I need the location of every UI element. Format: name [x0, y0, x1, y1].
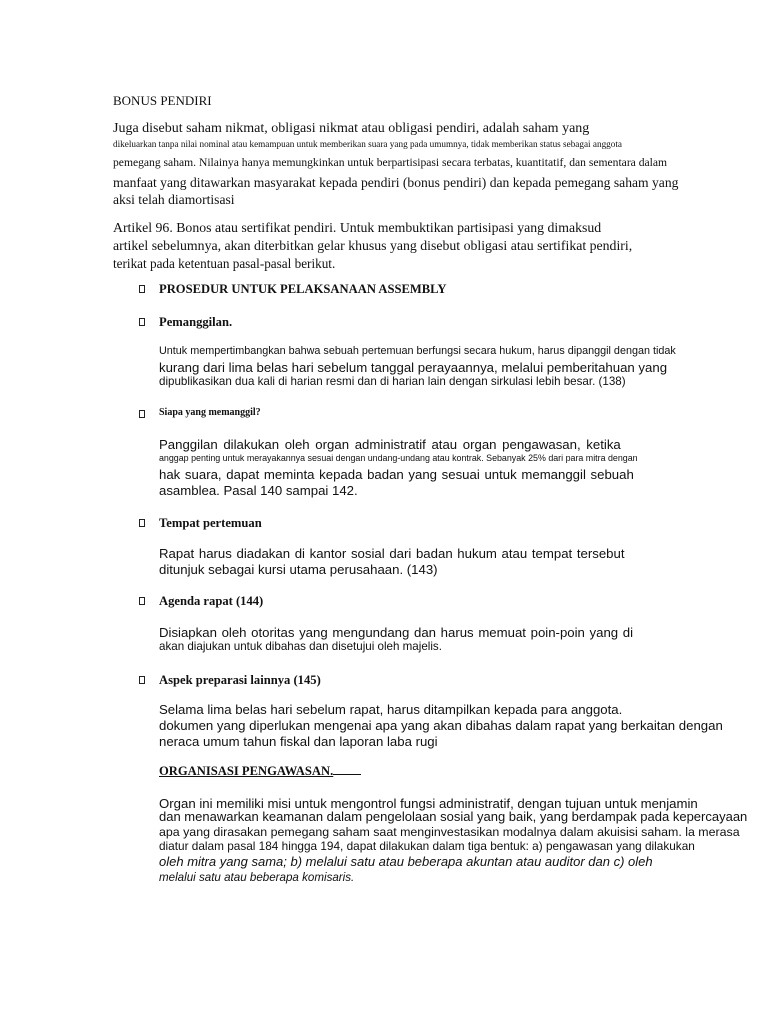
- para2-line: artikel sebelumnya, akan diterbitkan gelar khusus yang disebut obligasi atau sertifikat pendiri,: [113, 238, 633, 253]
- para1-line: pemegang saham. Nilainya hanya memungkinkan untuk berpartisipasi secara terbatas, kuantitatif, dan sementara dalam: [113, 156, 668, 169]
- section-line: Panggilan dilakukan oleh organ administratif atau organ pengawasan, ketika: [159, 437, 621, 452]
- section-line: kurang dari lima belas hari sebelum tanggal perayaannya, melalui pemberitahuan yang: [159, 360, 668, 375]
- bullet-icon: [139, 519, 145, 527]
- section-line: Selama lima belas hari sebelum rapat, harus ditampilkan kepada para anggota.: [159, 702, 623, 717]
- para2-line: terikat pada ketentuan pasal-pasal berikut.: [113, 256, 336, 271]
- bullet-icon: [139, 410, 145, 418]
- section-line: Disiapkan oleh otoritas yang mengundang dan harus memuat poin-poin yang di: [159, 625, 634, 640]
- org-heading-text: ORGANISASI PENGAWASAN.: [159, 764, 334, 778]
- org-line: dan menawarkan keamanan dalam pengelolaan sosial yang baik, yang berdampak pada kepercayaan: [159, 809, 748, 824]
- section-heading: Aspek preparasi lainnya (145): [159, 673, 321, 687]
- para1-line: aksi telah diamortisasi: [113, 192, 235, 207]
- section-heading: Tempat pertemuan: [159, 516, 262, 530]
- org-heading: [159, 764, 361, 778]
- section-line: akan diajukan untuk dibahas dan disetujui oleh majelis.: [159, 640, 442, 653]
- document-title: BONUS PENDIRI: [113, 93, 212, 108]
- org-line: apa yang dirasakan pemegang saham saat menginvestasikan modalnya dalam akuisisi saham. la merasa: [159, 825, 740, 839]
- para2-line: Artikel 96. Bonos atau sertifikat pendiri. Untuk membuktikan partisipasi yang dimaksud: [113, 220, 602, 235]
- para1-line: manfaat yang ditawarkan masyarakat kepada pendiri (bonus pendiri) dan kepada pemegang saham yang: [113, 175, 679, 190]
- org-line: oleh mitra yang sama; b) melalui satu atau beberapa akuntan atau auditor dan c) oleh: [159, 854, 653, 869]
- section-heading: Siapa yang memanggil?: [159, 407, 261, 418]
- section-heading: Agenda rapat (144): [159, 594, 264, 608]
- bullet-icon: [139, 676, 145, 684]
- section-line: ditunjuk sebagai kursi utama perusahaan. (143): [159, 562, 438, 577]
- section-line: hak suara, dapat meminta kepada badan yang sesuai untuk memanggil sebuah: [159, 467, 634, 482]
- org-line: Organ ini memiliki misi untuk mengontrol fungsi administratif, dengan tujuan untuk menjamin: [159, 796, 698, 811]
- section-line: neraca umum tahun fiskal dan laporan laba rugi: [159, 734, 438, 749]
- section-line: Rapat harus diadakan di kantor sosial dari badan hukum atau tempat tersebut: [159, 546, 625, 561]
- org-line: melalui satu atau beberapa komisaris.: [159, 871, 355, 884]
- para1-line: dikeluarkan tanpa nilai nominal atau kemampuan untuk memberikan suara yang pada umumnya, tidak memberikan status sebagai anggota: [113, 139, 622, 149]
- section-heading: Pemanggilan.: [159, 315, 233, 329]
- section-line: dipublikasikan dua kali di harian resmi dan di harian lain dengan sirkulasi lebih besar. (138): [159, 375, 626, 388]
- bullet-icon: [139, 285, 145, 293]
- bullet-icon: [139, 318, 145, 326]
- para1-line: Juga disebut saham nikmat, obligasi nikmat atau obligasi pendiri, adalah saham yang: [113, 121, 590, 136]
- section-line: anggap penting untuk merayakannya sesuai dengan undang-undang atau kontrak. Sebanyak 25% dari para mitra dengan: [159, 453, 638, 463]
- section-line: asamblea. Pasal 140 sampai 142.: [159, 483, 358, 498]
- bullet-icon: [139, 597, 145, 605]
- heading-underline: [333, 774, 361, 775]
- org-line: diatur dalam pasal 184 hingga 194, dapat dilakukan dalam tiga bentuk: a) pengawasan yang dilakukan: [159, 839, 695, 853]
- section-heading: PROSEDUR UNTUK PELAKSANAAN ASSEMBLY: [159, 282, 447, 296]
- section-line: dokumen yang diperlukan mengenai apa yang akan dibahas dalam rapat yang berkaitan dengan: [159, 718, 723, 733]
- section-line: Untuk mempertimbangkan bahwa sebuah pertemuan berfungsi secara hukum, harus dipanggil dengan tidak: [159, 345, 676, 357]
